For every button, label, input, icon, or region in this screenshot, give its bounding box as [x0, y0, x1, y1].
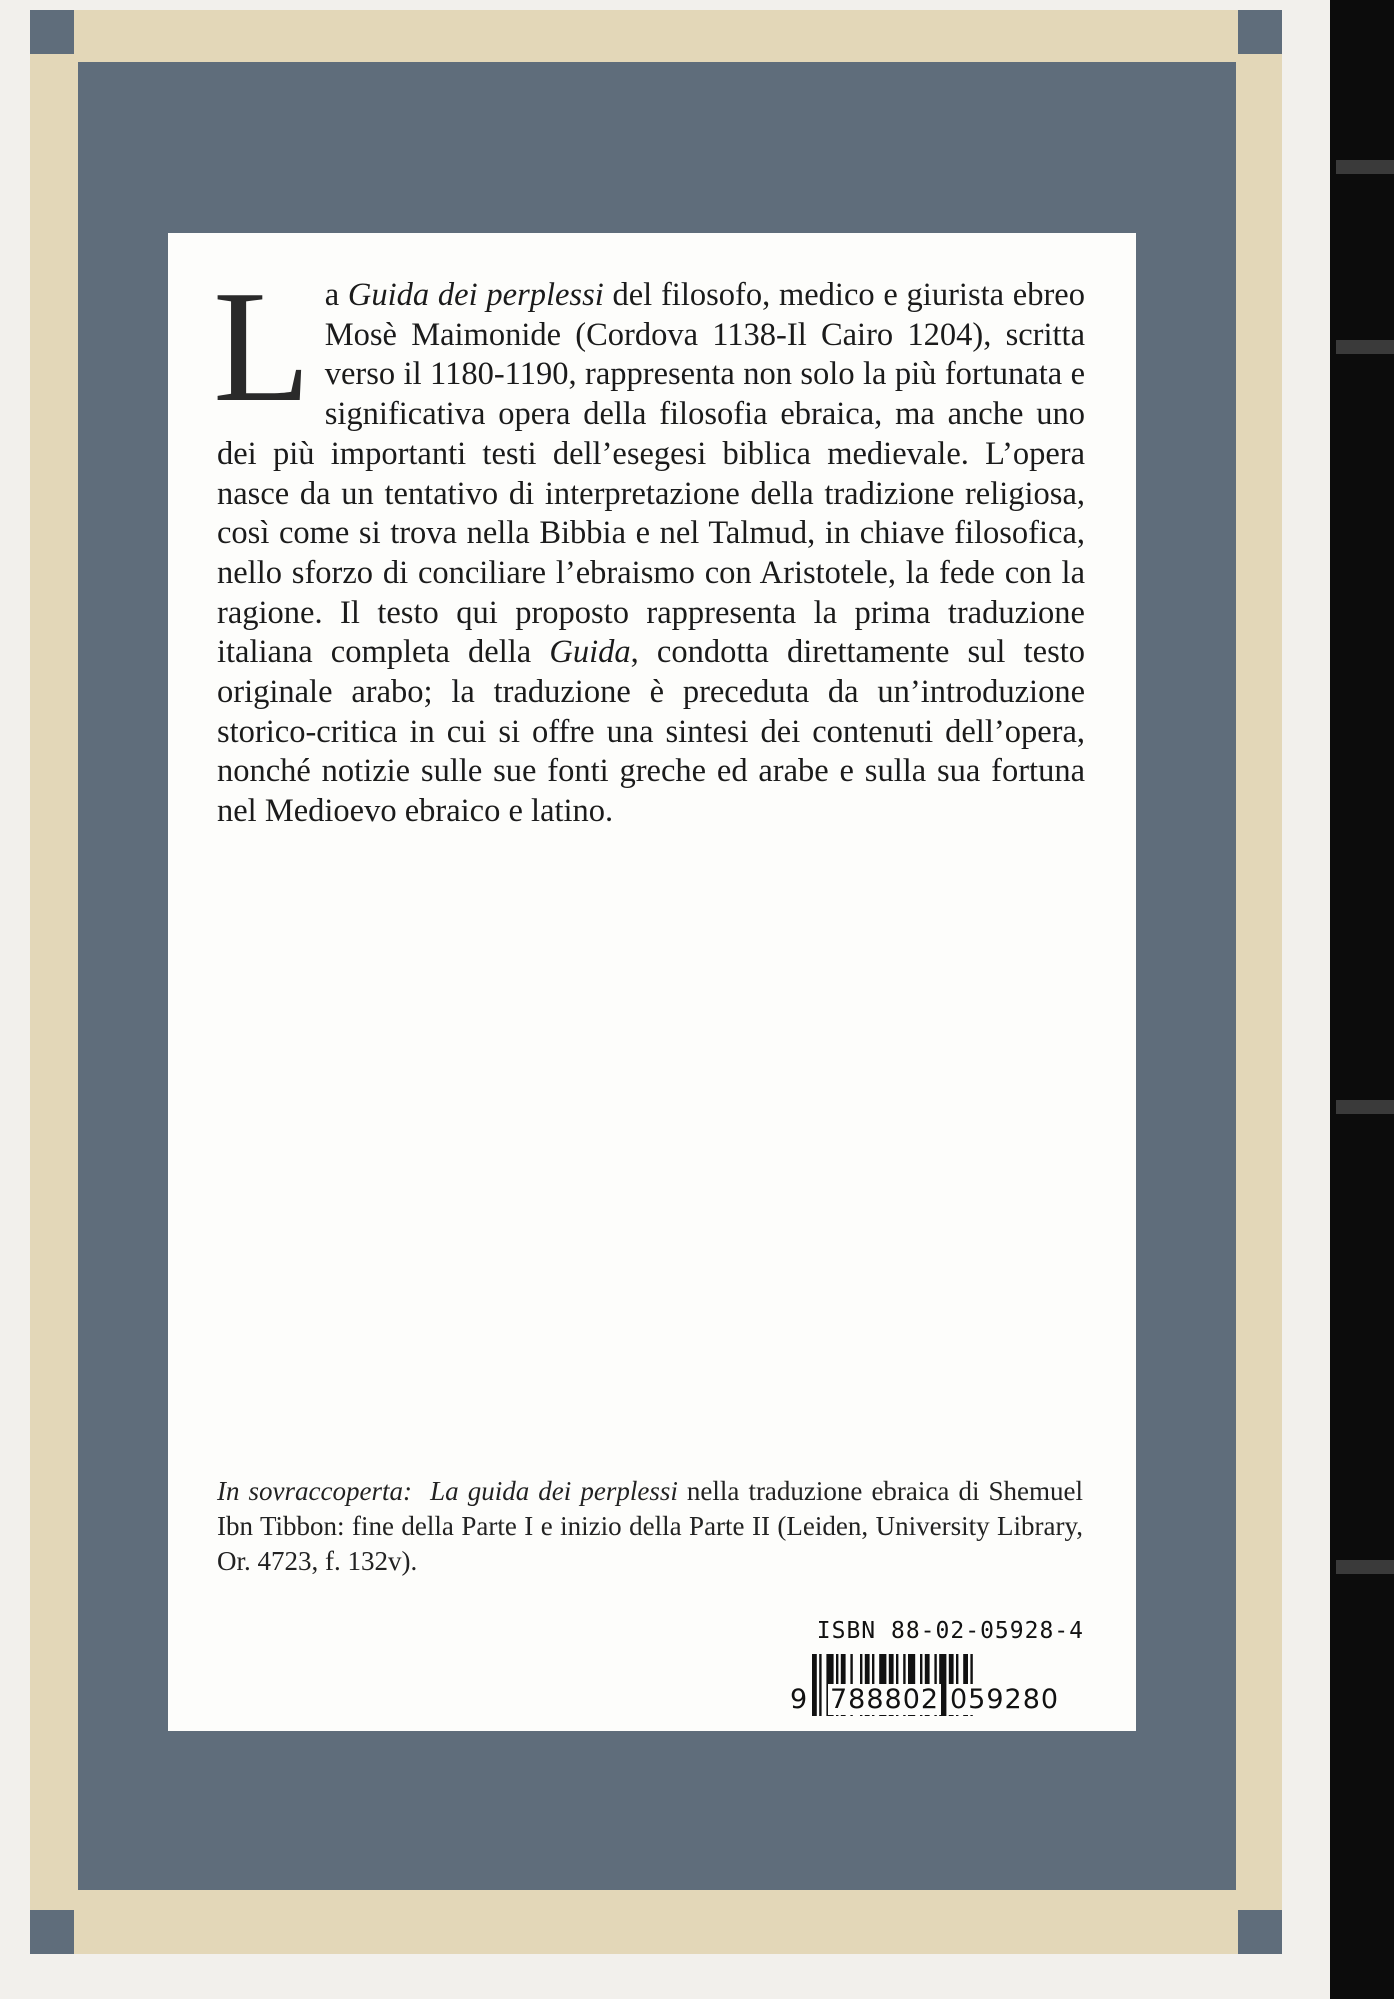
- blurb-guida-italic: Guida: [549, 634, 631, 671]
- barcode-digits: [790, 1684, 1084, 1716]
- isbn-number: ISBN 88-02-05928-4: [816, 1618, 1084, 1644]
- corner-square-bottom-right: [1238, 1910, 1282, 1954]
- corner-square-top-left: [30, 10, 74, 54]
- barcode-first-digit: 9: [790, 1684, 808, 1715]
- back-cover-blurb: [213, 257, 1085, 832]
- spine-band: [1336, 160, 1394, 174]
- spine-band: [1336, 1560, 1394, 1574]
- corner-square-top-right: [1238, 10, 1282, 54]
- caption-label: In sovraccoperta:: [217, 1476, 413, 1506]
- blurb-opening: a: [324, 277, 348, 313]
- spine-band: [1336, 340, 1394, 354]
- corner-square-bottom-left: [30, 1910, 74, 1954]
- book-spine-edge: [1330, 0, 1394, 1999]
- spine-band: [1336, 1100, 1394, 1114]
- caption-title: La guida dei perplessi: [430, 1476, 678, 1506]
- caption-text: nella traduzione ebraica di Shemuel Ibn Tibbon: fine della Parte I e inizio della Parte II (Leiden, University Library, Or. 4723, f. 132v).: [217, 1476, 1083, 1576]
- blurb-text-part-1: del filosofo, medico e giurista ebreo Mosè Maimonide (Cordova 1138-Il Cairo 1204), scritta verso il 1180-1190, rappresenta non solo la più fortunata e significativa opera della filosofia ebraica, ma anche uno dei più importanti testi dell’esegesi biblica medievale. L’opera nasce da un tentativo di interpretazione della tradizione religiosa, così come si trova nella Bibbia e nel Talmud, in chiave filosofica, nello sforzo di conciliare l’ebraismo con Aristotele, la fede con la ragione. Il testo qui proposto rappresenta la prima traduzione italiana completa della: [217, 277, 1085, 671]
- barcode: [790, 1654, 1084, 1716]
- barcode-group-1: 788802: [830, 1684, 940, 1715]
- blurb-book-title: Guida dei perplessi: [347, 277, 604, 313]
- cover-caption: [217, 1474, 1083, 1579]
- blurb-text-part-2: , condotta direttamente sul testo originale arabo; la traduzione è preceduta da un’introduzione storico-critica in cui si offre una sintesi dei contenuti dell’opera, nonché notizie sulle sue fonti greche ed arabe e sulla sua fortuna nel Medioevo ebraico e latino.: [217, 634, 1085, 830]
- barcode-group-2: 059280: [950, 1684, 1060, 1715]
- drop-cap: L: [213, 257, 311, 435]
